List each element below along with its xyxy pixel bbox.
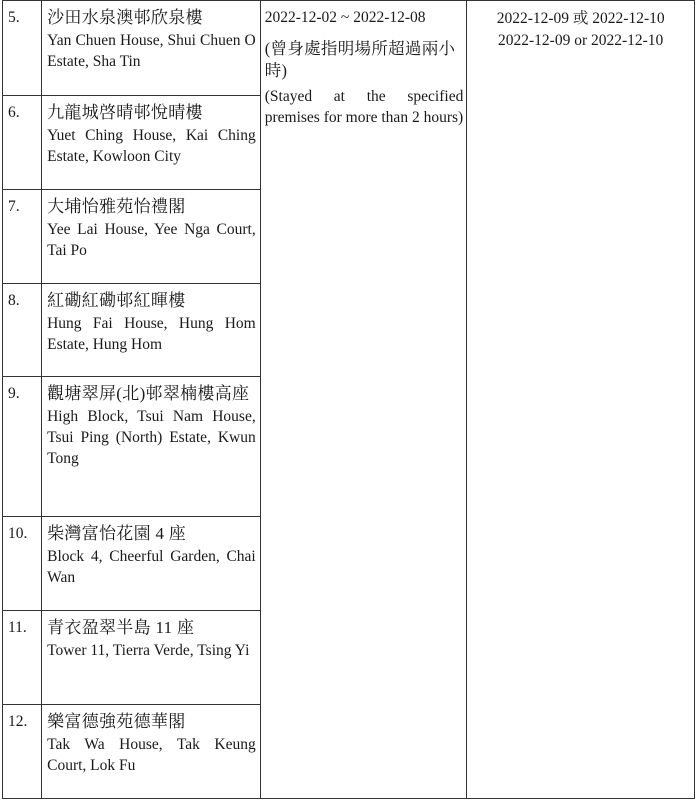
table-row — [3, 1, 695, 96]
premises-name-en: Tower 11, Tierra Verde, Tsing Yi — [47, 642, 250, 659]
premises-name-en: Yuet Ching House, Kai Ching Estate, Kowloon City — [47, 127, 256, 165]
row-number: 11. — [8, 619, 27, 636]
row-number: 5. — [8, 9, 20, 26]
premises-name-en: Block 4, Cheerful Garden, Chai Wan — [47, 548, 256, 586]
premises-cell — [42, 611, 261, 705]
premises-name-en: Yee Lai House, Yee Nga Court, Tai Po — [47, 221, 256, 259]
test-dates-zh: 2022-12-09 或 2022-12-10 — [496, 10, 665, 27]
premises-cell — [42, 705, 261, 799]
premises-name-zh: 大埔怡雅苑怡禮閣 — [47, 197, 186, 216]
premises-name-zh: 九龍城啓晴邨悅晴樓 — [47, 103, 203, 122]
row-number-cell — [3, 517, 42, 611]
row-number: 8. — [8, 292, 20, 309]
premises-name-zh: 樂富德強苑德華閣 — [47, 712, 186, 731]
row-number: 6. — [8, 104, 20, 121]
stay-note-en: (Stayed at the specified premises for more than 2 hours) — [264, 88, 464, 126]
row-number-cell — [3, 96, 42, 190]
premises-name-zh: 紅磡紅磡邨紅暉樓 — [47, 291, 186, 310]
test-dates-cell — [467, 1, 695, 799]
premises-cell — [42, 96, 261, 190]
row-number-cell — [3, 705, 42, 799]
premises-name-en: Tak Wa House, Tak Keung Court, Lok Fu — [47, 736, 256, 774]
row-number-cell — [3, 1, 42, 96]
stay-date-range: 2022-12-02 ~ 2022-12-08 — [264, 9, 426, 26]
premises-cell — [42, 190, 261, 284]
premises-name-en: Yan Chuen House, Shui Chuen O Estate, Sha Tin — [47, 32, 256, 70]
premises-cell — [42, 517, 261, 611]
test-dates-en: 2022-12-09 or 2022-12-10 — [498, 32, 664, 49]
premises-name-en: Hung Fai House, Hung Hom Estate, Hung Hom — [47, 315, 256, 353]
stay-period-cell — [260, 1, 467, 799]
premises-cell — [42, 1, 261, 96]
premises-name-zh: 青衣盈翠半島 11 座 — [47, 618, 195, 637]
premises-cell — [42, 377, 261, 517]
row-number: 7. — [8, 198, 20, 215]
premises-name-zh: 觀塘翠屏(北)邨翠楠樓高座 — [47, 384, 250, 403]
specified-premises-table — [2, 0, 695, 799]
row-number-cell — [3, 190, 42, 284]
row-number: 10. — [8, 525, 28, 542]
row-number-cell — [3, 377, 42, 517]
premises-name-zh: 沙田水泉澳邨欣泉樓 — [47, 8, 203, 27]
stay-note-zh: (曾身處指明場所超過兩小時) — [264, 39, 456, 80]
row-number: 12. — [8, 713, 28, 730]
premises-name-en: High Block, Tsui Nam House, Tsui Ping (North) Estate, Kwun Tong — [47, 408, 256, 467]
row-number-cell — [3, 284, 42, 377]
premises-name-zh: 柴灣富怡花園 4 座 — [47, 524, 187, 543]
premises-cell — [42, 284, 261, 377]
row-number-cell — [3, 611, 42, 705]
row-number: 9. — [8, 385, 20, 402]
